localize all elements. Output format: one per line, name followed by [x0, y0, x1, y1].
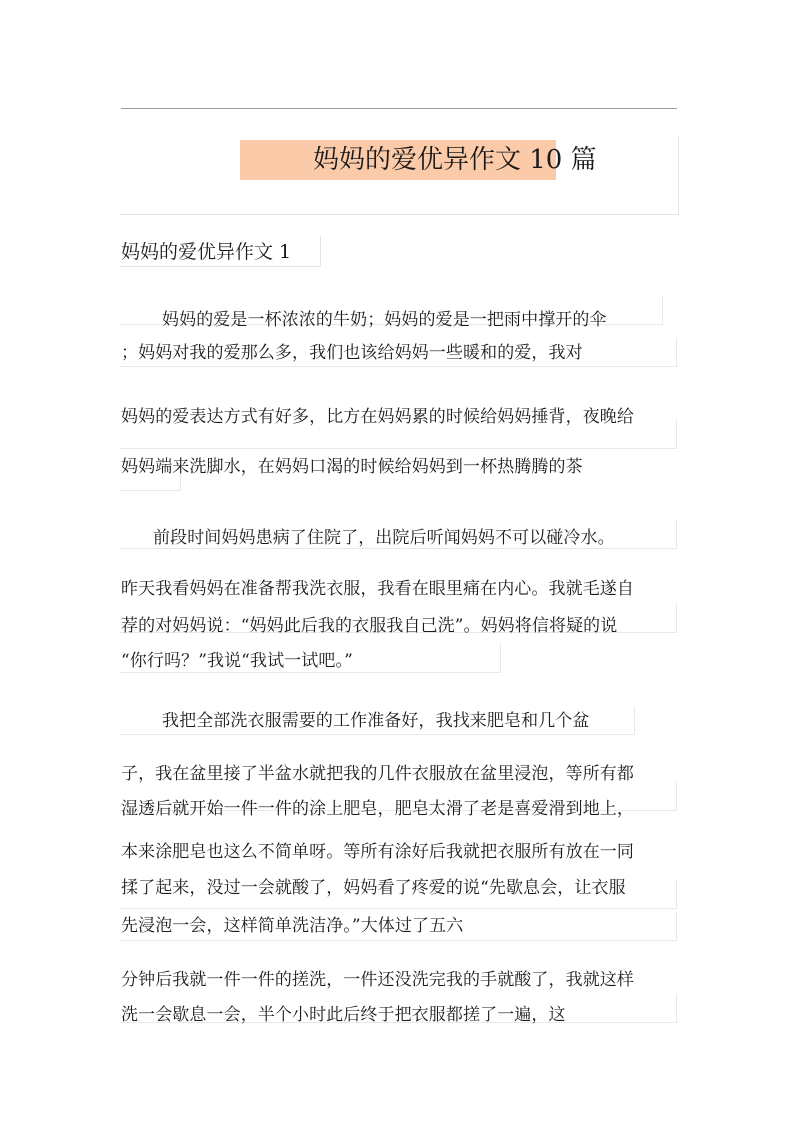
paragraph-line: 分钟后我就一件一件的搓洗，一件还没洗完我的手就酸了，我就这样: [121, 970, 634, 990]
paragraph-line: 子，我在盆里接了半盆水就把我的几件衣服放在盆里浸泡，等所有都: [121, 764, 634, 784]
paragraph-line: 荐的对妈妈说：“妈妈此后我的衣服我自己洗”。妈妈将信将疑的说: [121, 616, 618, 636]
section-heading: 妈妈的爱优异作文 1: [121, 241, 292, 263]
paragraph-line: “你行吗？”我说“我试一试吧。”: [121, 651, 353, 671]
page-title: 妈妈的爱优异作文 10 篇: [313, 145, 597, 175]
paragraph-line: 湿透后就开始一件一件的涂上肥皂，肥皂太滑了老是喜爱滑到地上，: [121, 799, 634, 819]
paragraph-line: 洗一会歇息一会，半个小时此后终于把衣服都搓了一遍，这: [121, 1005, 566, 1025]
paragraph-line: 本来涂肥皂也这么不简单呀。等所有涂好后我就把衣服所有放在一同: [121, 842, 634, 862]
paragraph-line: 妈妈的爱是一杯浓浓的牛奶；妈妈的爱是一把雨中撑开的伞: [162, 310, 607, 330]
paragraph-line: 妈妈的爱表达方式有好多，比方在妈妈累的时候给妈妈捶背，夜晚给: [121, 407, 634, 427]
paragraph-line: 我把全部洗衣服需要的工作准备好，我找来肥皂和几个盆: [162, 711, 590, 731]
paragraph-line: 揉了起来，没过一会就酸了，妈妈看了疼爱的说“先歇息会，让衣服: [121, 878, 626, 898]
header-rule: [121, 108, 677, 109]
paragraph-line: ；妈妈对我的爱那么多，我们也该给妈妈一些暖和的爱，我对: [121, 343, 583, 363]
paragraph-line: 前段时间妈妈患病了住院了，出院后听闻妈妈不可以碰冷水。: [153, 528, 615, 548]
paragraph-line: 先浸泡一会，这样简单洗洁净。”大体过了五六: [121, 916, 464, 936]
paragraph-line: 妈妈端来洗脚水，在妈妈口渴的时候给妈妈到一杯热腾腾的茶: [121, 457, 583, 477]
paragraph-line: 昨天我看妈妈在准备帮我洗衣服，我看在眼里痛在内心。我就毛遂自: [121, 579, 634, 599]
